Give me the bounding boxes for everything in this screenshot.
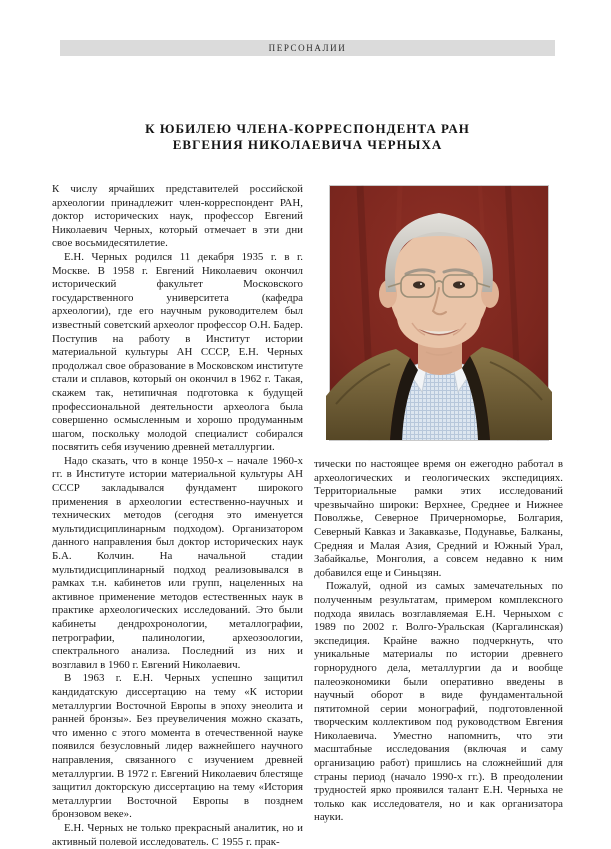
article-title bbox=[52, 121, 563, 153]
eye-right bbox=[453, 281, 465, 288]
right-column bbox=[314, 185, 563, 825]
paragraph-3: Надо сказать, что в конце 1950-х – начале 1960-х гг. в Институте истории материальной культуры АН СССР закладывался фундамент широкого применения в археологии естественно-научных и технических методов (сегодня это именуется мультидисциплинарным подходом). Организатором данного направления был доктор исторических наук Б.А. Колчин. На начальной стадии мультидисциплинарный подход реализовывался в рамках т.н. кабинетов или групп, нацеленных на активное применение методов естественных наук в практике археологических исследований. Это были кабинеты дендрохронологии, металлографии, петрографии, палинологии, археозоологии, спектрального анализа. Последний из них и возглавил в 1960 г. Евгений Николаевич. bbox=[52, 454, 303, 671]
paragraph-5: Е.Н. Черных не только прекрасный аналитик, но и активный полевой исследователь. С 1955 г. прак- bbox=[52, 821, 303, 848]
section-header-label: ПЕРСОНАЛИИ bbox=[268, 43, 347, 53]
paragraph-7: Пожалуй, одной из самых замечательных по полученным результатам, примером комплексного подхода явилась возглавляемая Е.Н. Черныхом с 1989 по 2002 г. Волго-Уральская (Каргалинская) экспедиция. Крайне важно подчеркнуть, что уникальные материалы по истории древнего горнорудного дела, металлургии да и вообще палеоэкономики были оперативно введены в научный оборот в виде фундаментальной пятитомной серии монографий, подготовленной творческим коллективом под руководством Евгения Николаевича. Уместно напомнить, что эти масштабные исследования (включая и саму организацию работ) пришлись на сложнейший для страны период (начало 1990-х гг.). В преодолении трудностей ярко проявился талант Е.Н. Черныха не только как исследователя, но и как организатора науки. bbox=[314, 580, 563, 824]
paragraph-1: К числу ярчайших представителей российской археологии принадлежит член-корреспондент РАН, доктор исторических наук, профессор Евгений Николаевич Черных, который отмечает в эти дни свое восьмидесятилетие. bbox=[52, 183, 303, 250]
portrait-photo bbox=[329, 185, 549, 441]
paragraph-2: Е.Н. Черных родился 11 декабря 1935 г. в г. Москве. В 1958 г. Евгений Николаевич окончил исторический факультет Московского государственного университета (кафедра археологии), где его научным руководителем был известный советский археолог профессор О.Н. Бадер. Поступив на работу в Институт истории материальной культуры АН СССР, Е.Н. Черных продолжал свое образование в Московском институте стали и сплавов, который он окончил в 1962 г. Такая, скажем так, нетипичная подготовка к будущей профессиональной деятельности археолога была совершенно осмысленным и хорошо продуманным шагом, поскольку молодой специалист собирался посвятить себя изучению древней металлургии. bbox=[52, 250, 303, 454]
article-title-line2: ЕВГЕНИЯ НИКОЛАЕВИЧА ЧЕРНЫХА bbox=[172, 137, 443, 152]
eye-left bbox=[413, 281, 425, 288]
paragraph-4: В 1963 г. Е.Н. Черных успешно защитил кандидатскую диссертацию на тему «К истории металлургии Восточной Европы в эпоху энеолита и ранней бронзы». Без преувеличения можно сказать, что именно с этого момента в отечественной науке появился безусловный лидер важнейшего научного направления, связанного с изучением древней металлургии. В 1972 г. Евгений Николаевич блестяще защитил докторскую диссертацию на тему «История металлургии Восточной Европы в позднем бронзовом веке». bbox=[52, 672, 303, 821]
section-header-bar bbox=[60, 40, 555, 56]
article-title-line1: К ЮБИЛЕЮ ЧЛЕНА-КОРРЕСПОНДЕНТА РАН bbox=[145, 121, 470, 136]
portrait-photo-illustration bbox=[330, 186, 548, 440]
paragraph-6: тически по настоящее время он ежегодно работал в археологических и геологических экспедициях. Территориальные рамки этих исследований чрезвычайно широки: Верхнее, Среднее и Нижнее Поволжье, Северное Причерноморье, Болгария, Северный Кавказ и Закавказье, Подунавье, Балканы, Средняя и Малая Азия, Средний и Южный Урал, Забайкалье, Монголия, а совсем недавно к ним добавился еще и Синьцзян. bbox=[314, 458, 563, 579]
left-column bbox=[52, 183, 303, 849]
